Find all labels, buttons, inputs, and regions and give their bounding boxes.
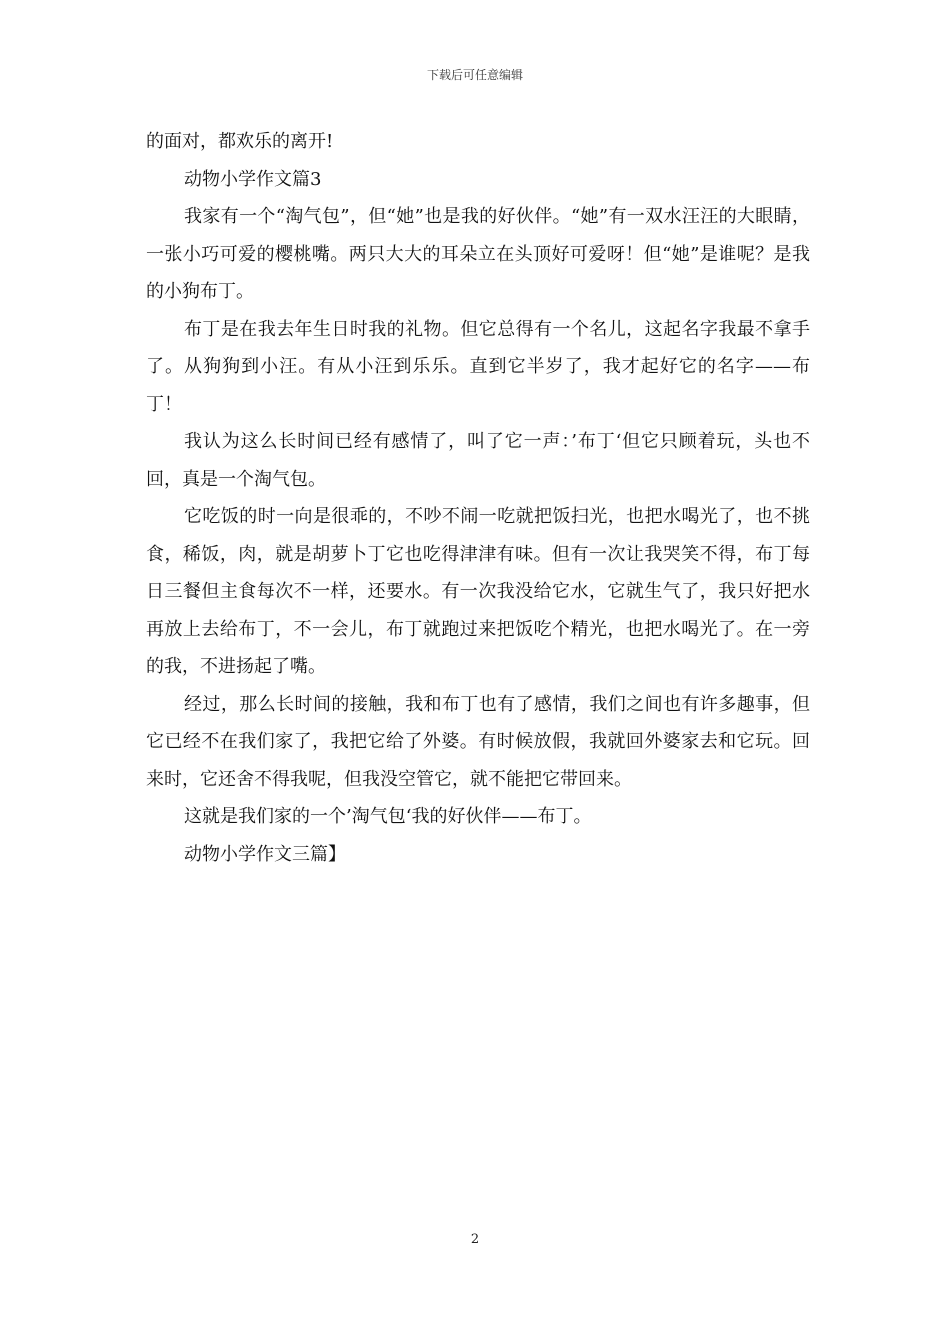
paragraph-8: 这就是我们家的一个’淘气包‘我的好伙伴——布丁。 [184,806,592,827]
paragraph-3: 我家有一个“淘气包”，但“她”也是我的好伙伴。“她”有一双水汪汪的大眼睛，一张小巧可爱的樱桃嘴。两只大大的耳朵立在头顶好可爱呀！但“她”是谁呢？是我的小狗布丁。 [146,206,810,302]
paragraph-9-heading: 动物小学作文三篇】 [184,843,346,865]
paragraph-5: 我认为这么长时间已经有感情了，叫了它一声：’布丁‘但它只顾着玩，头也不回，真是一个淘气包。 [146,431,810,490]
paragraph-1: 的面对，都欢乐的离开! [146,131,334,152]
paragraph-6: 它吃饭的时一向是很乖的，不吵不闹一吃就把饭扫光，也把水喝光了，也不挑食，稀饭，肉，就是胡萝卜丁它也吃得津津有味。但有一次让我哭笑不得，布丁每日三餐但主食每次不一样，还要水。有一次我没给它水，它就生气了，我只好把水再放上去给布丁，不一会儿，布丁就跑过来把饭吃个精光，也把水喝光了。在一旁的我，不进扬起了嘴。 [146,506,810,677]
paragraph-4: 布丁是在我去年生日时我的礼物。但它总得有一个名儿，这起名字我最不拿手了。从狗狗到小汪。有从小汪到乐乐。直到它半岁了，我才起好它的名字——布丁！ [146,318,810,415]
paragraph-7: 经过，那么长时间的接触，我和布丁也有了感情，我们之间也有许多趣事，但它已经不在我们家了，我把它给了外婆。有时候放假，我就回外婆家去和它玩。回来时，它还舍不得我呢，但我没空管它，就不能把它带回来。 [146,693,810,790]
document-body [146,123,810,873]
paragraph-2-heading: 动物小学作文篇3 [184,168,322,190]
page-number: 2 [470,1232,480,1247]
page-header: 下载后可任意编辑 [426,68,523,82]
